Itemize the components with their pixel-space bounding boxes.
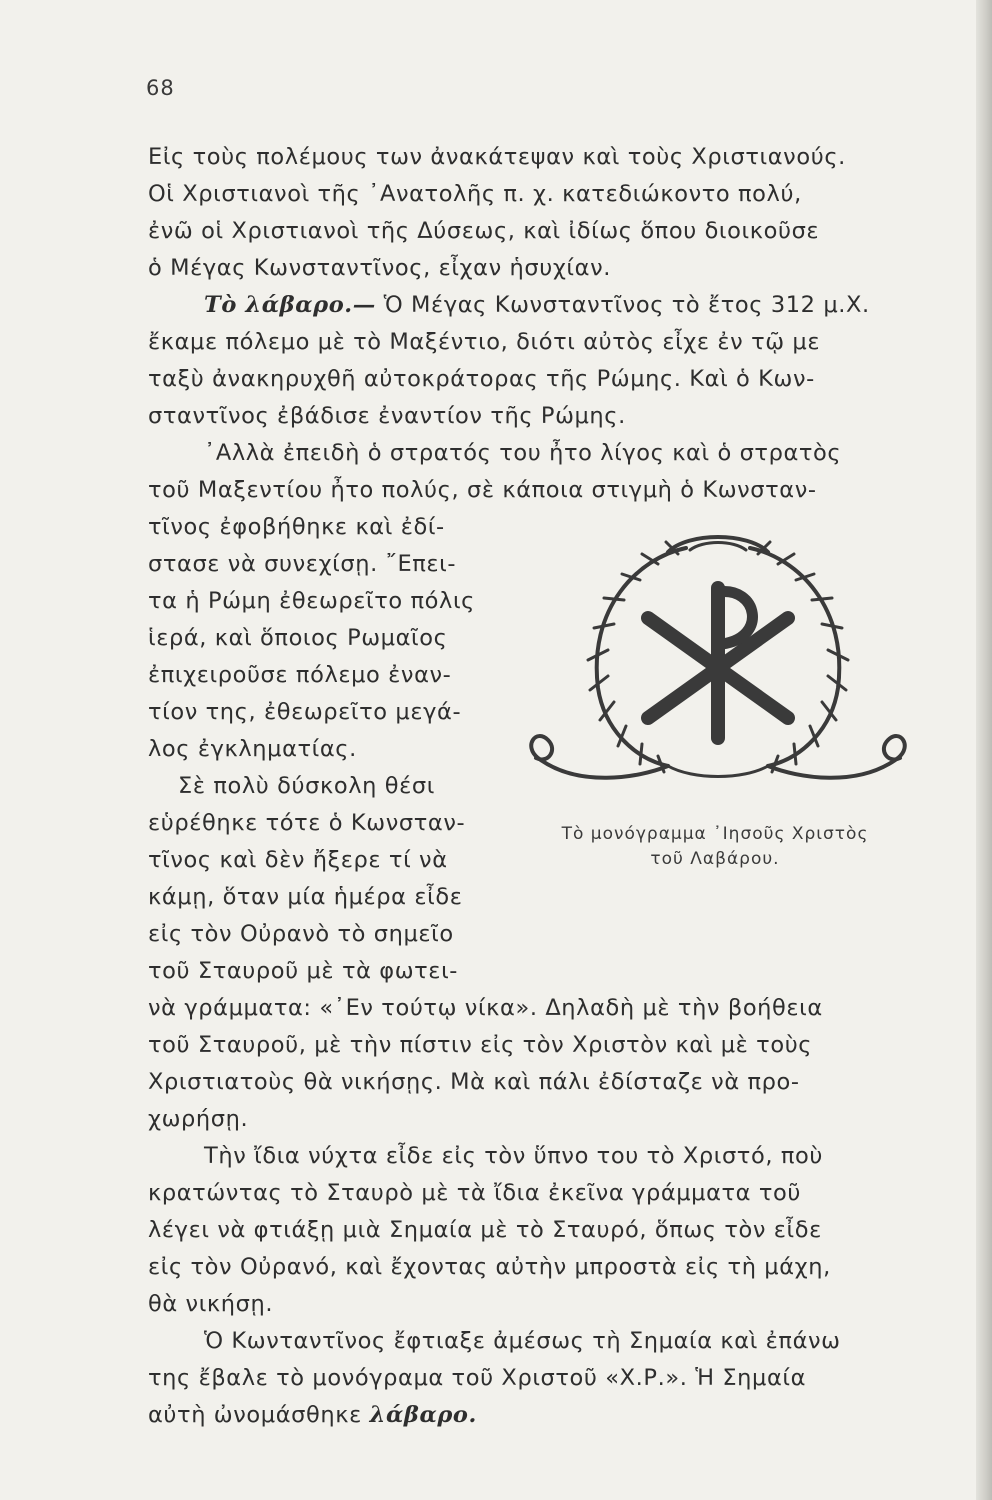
text-line: ἔκαμε πόλεμο μὲ τὸ Μαξέντιο, διότι αὐτὸς εἶχε ἐν τῷ με [148,329,821,355]
caption-line: τοῦ Λαβάρου. [650,849,780,869]
labarum-figure [518,528,918,818]
text-line: Οἱ Χριστιανοὶ τῆς ᾿Ανατολῆς π. χ. κατεδιώκοντο πολύ, [148,181,802,207]
text-line: θὰ νικήσῃ. [148,1291,274,1317]
page-edge [976,0,992,1500]
text-line: κρατώντας τὸ Σταυρὸ μὲ τὰ ἴδια ἐκεῖνα γράμματα τοῦ [148,1180,801,1206]
text-line: τοῦ Σταυροῦ, μὲ τὴν πίστιν εἰς τὸν Χριστὸν καὶ μὲ τοὺς [148,1032,813,1058]
section-heading: Τὸ λάβαρο.— [204,292,376,318]
caption-line: Τὸ μονόγραμμα ᾿Ιησοῦς Χριστὸς [561,824,869,844]
text-line: Χριστιατοὺς θὰ νικήσῃς. Μὰ καὶ πάλι ἐδίσταζε νὰ προ- [148,1069,800,1095]
bold-term: λάβαρο. [369,1402,477,1428]
chi-rho-monogram-icon [518,528,918,818]
figure-caption [515,822,915,872]
text-line: τῖνος ἐφοβήθηκε καὶ ἐδί- [148,514,445,540]
text-line: Τὴν ἴδια νύχτα εἶδε εἰς τὸν ὕπνο του τὸ Χριστό, ποὺ [204,1143,823,1169]
text-line: νὰ γράμματα: «᾿Εν τούτῳ νίκα». Δηλαδὴ μὲ τὴν βοήθεια [148,995,823,1021]
text-line: ταξὺ ἀνακηρυχθῆ αὐτοκράτορας τῆς Ρώμης. Καὶ ὁ Κων- [148,366,815,392]
text-line: εἰς τὸν Οὐρανό, καὶ ἔχοντας αὐτὴν μπροστὰ εἰς τὴ μάχη, [148,1254,831,1280]
text-line: στασε νὰ συνεχίσῃ. ῎Επει- [148,551,457,577]
text-line: λος ἐγκληματίας. [148,736,357,762]
text-line: Σὲ πολὺ δύσκολη θέσι [178,773,435,799]
final-line [148,1402,477,1428]
text-line: ὁ Μέγας Κωνσταντῖνος, εἶχαν ἡσυχίαν. [148,255,611,281]
text-line: χωρήσῃ. [148,1106,249,1132]
text-line: τοῦ Μαξεντίου ἦτο πολύς, σὲ κάποια στιγμὴ ὁ Κωνσταν- [148,477,817,503]
text-line: ἱερά, καὶ ὅποιος Ρωμαῖος [148,625,448,651]
text-line: τα ἡ Ρώμη ἐθεωρεῖτο πόλις [148,588,475,614]
text-span: Ὁ Μέγας Κωνσταντῖνος τὸ ἔτος 312 μ.Χ. [383,292,870,318]
text-line: σταντῖνος ἐβάδισε ἐναντίον τῆς Ρώμης. [148,403,626,429]
text-line: τῖνος καὶ δὲν ἤξερε τί νὰ [148,847,448,873]
page-number: 68 [146,76,175,100]
text-line: ἐπιχειροῦσε πόλεμο ἐναν- [148,662,452,688]
text-line: Ὁ Κωνταντῖνος ἔφτιαξε ἀμέσως τὴ Σημαία καὶ ἐπάνω [204,1328,841,1354]
text-line: της ἔβαλε τὸ μονόγραμα τοῦ Χριστοῦ «Χ.Ρ.». Ἡ Σημαία [148,1365,807,1391]
text-line: εἰς τὸν Οὐρανὸ τὸ σημεῖο [148,921,454,947]
text-span: αὐτὴ ὠνομάσθηκε [148,1402,362,1428]
text-line: εὑρέθηκε τότε ὁ Κωνσταν- [148,810,466,836]
section-heading-line [204,292,870,318]
text-line: ᾿Αλλὰ ἐπειδὴ ὁ στρατός του ἦτο λίγος καὶ ὁ στρατὸς [204,440,842,466]
text-line: ἐνῶ οἱ Χριστιανοὶ τῆς Δύσεως, καὶ ἰδίως ὅπου διοικοῦσε [148,218,820,244]
text-line: τίον της, ἐθεωρεῖτο μεγά- [148,699,462,725]
text-line: Εἰς τοὺς πολέμους των ἀνακάτεψαν καὶ τοὺς Χριστιανούς. [148,144,846,170]
text-line: κάμῃ, ὅταν μία ἡμέρα εἶδε [148,884,463,910]
text-line: λέγει νὰ φτιάξῃ μιὰ Σημαία μὲ τὸ Σταυρό, ὅπως τὸν εἶδε [148,1217,822,1243]
text-line: τοῦ Σταυροῦ μὲ τὰ φωτει- [148,958,458,984]
